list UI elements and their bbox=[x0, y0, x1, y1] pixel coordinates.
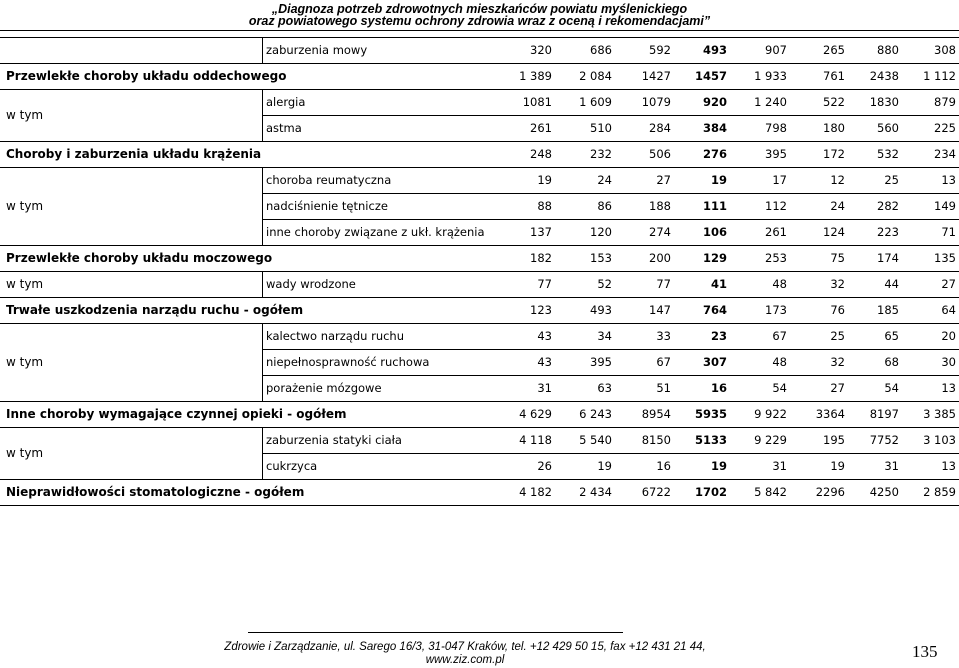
value-cell: 8954 bbox=[641, 407, 671, 421]
value-cell: 75 bbox=[830, 251, 845, 265]
category-row bbox=[0, 63, 959, 89]
value-cell: 1 389 bbox=[519, 69, 552, 83]
value-cell: 274 bbox=[649, 225, 671, 239]
value-cell: 506 bbox=[649, 147, 671, 161]
value-cell: 123 bbox=[530, 303, 552, 317]
value-cell: 24 bbox=[830, 199, 845, 213]
value-cell: 54 bbox=[884, 381, 899, 395]
value-cell: 1457 bbox=[694, 69, 727, 83]
footer-website: www.ziz.com.pl bbox=[425, 654, 505, 666]
value-cell: 54 bbox=[772, 381, 787, 395]
value-cell: 16 bbox=[710, 381, 727, 395]
value-cell: 234 bbox=[934, 147, 956, 161]
value-cell: 1427 bbox=[641, 69, 671, 83]
value-cell: 19 bbox=[597, 459, 612, 473]
value-cell: 44 bbox=[884, 277, 899, 291]
value-cell: 1079 bbox=[641, 95, 671, 109]
value-cell: 52 bbox=[597, 277, 612, 291]
subcategory-label: porażenie mózgowe bbox=[266, 381, 382, 395]
value-cell: 384 bbox=[702, 121, 727, 135]
value-cell: 248 bbox=[530, 147, 552, 161]
value-cell: 32 bbox=[830, 277, 845, 291]
value-cell: 185 bbox=[877, 303, 899, 317]
value-cell: 232 bbox=[590, 147, 612, 161]
value-cell: 284 bbox=[649, 121, 671, 135]
group-divider bbox=[262, 37, 263, 63]
subcategory-label: wady wrodzone bbox=[266, 277, 356, 291]
subcategory-label: choroba reumatyczna bbox=[266, 173, 392, 187]
value-cell: 253 bbox=[765, 251, 787, 265]
value-cell: 120 bbox=[590, 225, 612, 239]
category-label: Trwałe uszkodzenia narządu ruchu - ogółem bbox=[6, 303, 304, 317]
value-cell: 71 bbox=[941, 225, 956, 239]
category-label: Przewlekłe choroby układu moczowego bbox=[6, 251, 273, 265]
value-cell: 129 bbox=[702, 251, 727, 265]
value-cell: 532 bbox=[877, 147, 899, 161]
value-cell: 493 bbox=[590, 303, 612, 317]
row-divider bbox=[0, 505, 959, 506]
value-cell: 25 bbox=[884, 173, 899, 187]
subcategory-row bbox=[0, 375, 959, 401]
group-divider bbox=[262, 89, 263, 141]
value-cell: 261 bbox=[765, 225, 787, 239]
value-cell: 1 240 bbox=[754, 95, 787, 109]
subcategory-row bbox=[0, 167, 959, 193]
value-cell: 149 bbox=[934, 199, 956, 213]
group-divider bbox=[262, 167, 263, 245]
value-cell: 65 bbox=[884, 329, 899, 343]
group-divider bbox=[262, 271, 263, 297]
value-cell: 308 bbox=[934, 43, 956, 57]
value-cell: 686 bbox=[590, 43, 612, 57]
header-line-2: oraz powiatowego systemu ochrony zdrowia wraz z oceną i rekomendacjami” bbox=[248, 14, 711, 28]
subcategory-row bbox=[0, 349, 959, 375]
w-tym-label: w tym bbox=[6, 108, 44, 122]
value-cell: 4 118 bbox=[519, 433, 552, 447]
value-cell: 20 bbox=[941, 329, 956, 343]
subcategory-label: niepełnosprawność ruchowa bbox=[266, 355, 430, 369]
value-cell: 6722 bbox=[641, 485, 671, 499]
value-cell: 1830 bbox=[869, 95, 899, 109]
value-cell: 111 bbox=[702, 199, 727, 213]
header-line-1: „Diagnoza potrzeb zdrowotnych mieszkańców powiatu myślenickiego bbox=[271, 2, 688, 16]
category-row bbox=[0, 141, 959, 167]
value-cell: 23 bbox=[710, 329, 727, 343]
value-cell: 43 bbox=[537, 355, 552, 369]
value-cell: 13 bbox=[941, 459, 956, 473]
value-cell: 798 bbox=[765, 121, 787, 135]
value-cell: 1 609 bbox=[579, 95, 612, 109]
value-cell: 24 bbox=[597, 173, 612, 187]
category-row bbox=[0, 401, 959, 427]
value-cell: 41 bbox=[710, 277, 727, 291]
value-cell: 27 bbox=[656, 173, 671, 187]
value-cell: 1702 bbox=[694, 485, 727, 499]
value-cell: 395 bbox=[765, 147, 787, 161]
subcategory-row bbox=[0, 453, 959, 479]
value-cell: 880 bbox=[877, 43, 899, 57]
value-cell: 5935 bbox=[694, 407, 727, 421]
value-cell: 19 bbox=[830, 459, 845, 473]
value-cell: 16 bbox=[656, 459, 671, 473]
subcategory-label: cukrzyca bbox=[266, 459, 318, 473]
value-cell: 25 bbox=[830, 329, 845, 343]
group-divider bbox=[262, 427, 263, 479]
value-cell: 31 bbox=[884, 459, 899, 473]
category-label: Choroby i zaburzenia układu krążenia bbox=[6, 147, 262, 161]
value-cell: 51 bbox=[656, 381, 671, 395]
value-cell: 4 629 bbox=[519, 407, 552, 421]
value-cell: 135 bbox=[934, 251, 956, 265]
category-row bbox=[0, 245, 959, 271]
value-cell: 31 bbox=[537, 381, 552, 395]
value-cell: 2438 bbox=[869, 69, 899, 83]
value-cell: 17 bbox=[772, 173, 787, 187]
value-cell: 32 bbox=[830, 355, 845, 369]
value-cell: 12 bbox=[830, 173, 845, 187]
value-cell: 307 bbox=[702, 355, 727, 369]
subcategory-row bbox=[0, 323, 959, 349]
value-cell: 3364 bbox=[815, 407, 845, 421]
category-label: Inne choroby wymagające czynnej opieki - ogółem bbox=[6, 407, 347, 421]
value-cell: 67 bbox=[772, 329, 787, 343]
subcategory-label: nadciśnienie tętnicze bbox=[266, 199, 388, 213]
value-cell: 225 bbox=[934, 121, 956, 135]
value-cell: 19 bbox=[710, 459, 727, 473]
subcategory-label: kalectwo narządu ruchu bbox=[266, 329, 405, 343]
value-cell: 592 bbox=[649, 43, 671, 57]
value-cell: 4 182 bbox=[519, 485, 552, 499]
value-cell: 26 bbox=[537, 459, 552, 473]
subcategory-label: zaburzenia statyki ciała bbox=[266, 433, 402, 447]
subcategory-label: astma bbox=[266, 121, 302, 135]
subcategory-row bbox=[0, 219, 959, 245]
value-cell: 8197 bbox=[869, 407, 899, 421]
subcategory-row bbox=[0, 193, 959, 219]
table-top-rule bbox=[0, 37, 959, 38]
value-cell: 33 bbox=[656, 329, 671, 343]
value-cell: 77 bbox=[656, 277, 671, 291]
value-cell: 19 bbox=[710, 173, 727, 187]
value-cell: 48 bbox=[772, 277, 787, 291]
value-cell: 320 bbox=[530, 43, 552, 57]
value-cell: 13 bbox=[941, 381, 956, 395]
value-cell: 68 bbox=[884, 355, 899, 369]
value-cell: 223 bbox=[877, 225, 899, 239]
value-cell: 64 bbox=[941, 303, 956, 317]
value-cell: 2 434 bbox=[579, 485, 612, 499]
footer-address: Zdrowie i Zarządzanie, ul. Sarego 16/3, 31-047 Kraków, tel. +12 429 50 15, fax +12 431 21 44, bbox=[224, 641, 706, 653]
value-cell: 1 933 bbox=[754, 69, 787, 83]
value-cell: 9 922 bbox=[754, 407, 787, 421]
page-number: 135 bbox=[912, 642, 938, 661]
value-cell: 6 243 bbox=[579, 407, 612, 421]
value-cell: 67 bbox=[656, 355, 671, 369]
header-rule bbox=[0, 30, 959, 31]
subcategory-row bbox=[0, 89, 959, 115]
value-cell: 522 bbox=[823, 95, 845, 109]
value-cell: 147 bbox=[649, 303, 671, 317]
category-row bbox=[0, 297, 959, 323]
value-cell: 2 859 bbox=[923, 485, 956, 499]
w-tym-label: w tym bbox=[6, 355, 44, 369]
w-tym-label: w tym bbox=[6, 446, 44, 460]
value-cell: 276 bbox=[702, 147, 727, 161]
value-cell: 27 bbox=[941, 277, 956, 291]
value-cell: 195 bbox=[823, 433, 845, 447]
value-cell: 493 bbox=[702, 43, 727, 57]
value-cell: 43 bbox=[537, 329, 552, 343]
subcategory-label: inne choroby związane z ukł. krążenia bbox=[266, 225, 485, 239]
value-cell: 1 112 bbox=[923, 69, 956, 83]
value-cell: 27 bbox=[830, 381, 845, 395]
value-cell: 106 bbox=[702, 225, 727, 239]
value-cell: 9 229 bbox=[754, 433, 787, 447]
category-row bbox=[0, 479, 959, 505]
value-cell: 19 bbox=[537, 173, 552, 187]
category-label: Przewlekłe choroby układu oddechowego bbox=[6, 69, 287, 83]
value-cell: 3 103 bbox=[923, 433, 956, 447]
value-cell: 282 bbox=[877, 199, 899, 213]
value-cell: 174 bbox=[877, 251, 899, 265]
value-cell: 7752 bbox=[869, 433, 899, 447]
w-tym-label: w tym bbox=[6, 277, 44, 291]
footer-rule bbox=[248, 632, 623, 633]
value-cell: 265 bbox=[823, 43, 845, 57]
value-cell: 5 540 bbox=[579, 433, 612, 447]
value-cell: 764 bbox=[702, 303, 727, 317]
value-cell: 907 bbox=[765, 43, 787, 57]
value-cell: 13 bbox=[941, 173, 956, 187]
value-cell: 560 bbox=[877, 121, 899, 135]
subcategory-label: alergia bbox=[266, 95, 306, 109]
value-cell: 34 bbox=[597, 329, 612, 343]
value-cell: 188 bbox=[649, 199, 671, 213]
value-cell: 200 bbox=[649, 251, 671, 265]
value-cell: 5133 bbox=[694, 433, 727, 447]
value-cell: 182 bbox=[530, 251, 552, 265]
value-cell: 172 bbox=[823, 147, 845, 161]
subcategory-row bbox=[0, 427, 959, 453]
value-cell: 180 bbox=[823, 121, 845, 135]
value-cell: 8150 bbox=[641, 433, 671, 447]
subcategory-label: zaburzenia mowy bbox=[266, 43, 368, 57]
value-cell: 2 084 bbox=[579, 69, 612, 83]
category-label: Nieprawidłowości stomatologiczne - ogółem bbox=[6, 485, 305, 499]
value-cell: 5 842 bbox=[754, 485, 787, 499]
value-cell: 173 bbox=[765, 303, 787, 317]
w-tym-label: w tym bbox=[6, 199, 44, 213]
subcategory-row bbox=[0, 37, 959, 63]
group-divider bbox=[262, 323, 263, 401]
value-cell: 3 385 bbox=[923, 407, 956, 421]
value-cell: 48 bbox=[772, 355, 787, 369]
value-cell: 31 bbox=[772, 459, 787, 473]
value-cell: 920 bbox=[702, 95, 727, 109]
value-cell: 510 bbox=[590, 121, 612, 135]
value-cell: 261 bbox=[530, 121, 552, 135]
value-cell: 761 bbox=[823, 69, 845, 83]
value-cell: 86 bbox=[597, 199, 612, 213]
value-cell: 77 bbox=[537, 277, 552, 291]
value-cell: 76 bbox=[830, 303, 845, 317]
value-cell: 395 bbox=[590, 355, 612, 369]
subcategory-row bbox=[0, 271, 959, 297]
subcategory-row bbox=[0, 115, 959, 141]
value-cell: 137 bbox=[530, 225, 552, 239]
value-cell: 1081 bbox=[522, 95, 552, 109]
value-cell: 153 bbox=[590, 251, 612, 265]
value-cell: 63 bbox=[597, 381, 612, 395]
value-cell: 124 bbox=[823, 225, 845, 239]
value-cell: 2296 bbox=[815, 485, 845, 499]
value-cell: 112 bbox=[765, 199, 787, 213]
value-cell: 879 bbox=[934, 95, 956, 109]
value-cell: 88 bbox=[537, 199, 552, 213]
value-cell: 30 bbox=[941, 355, 956, 369]
value-cell: 4250 bbox=[869, 485, 899, 499]
